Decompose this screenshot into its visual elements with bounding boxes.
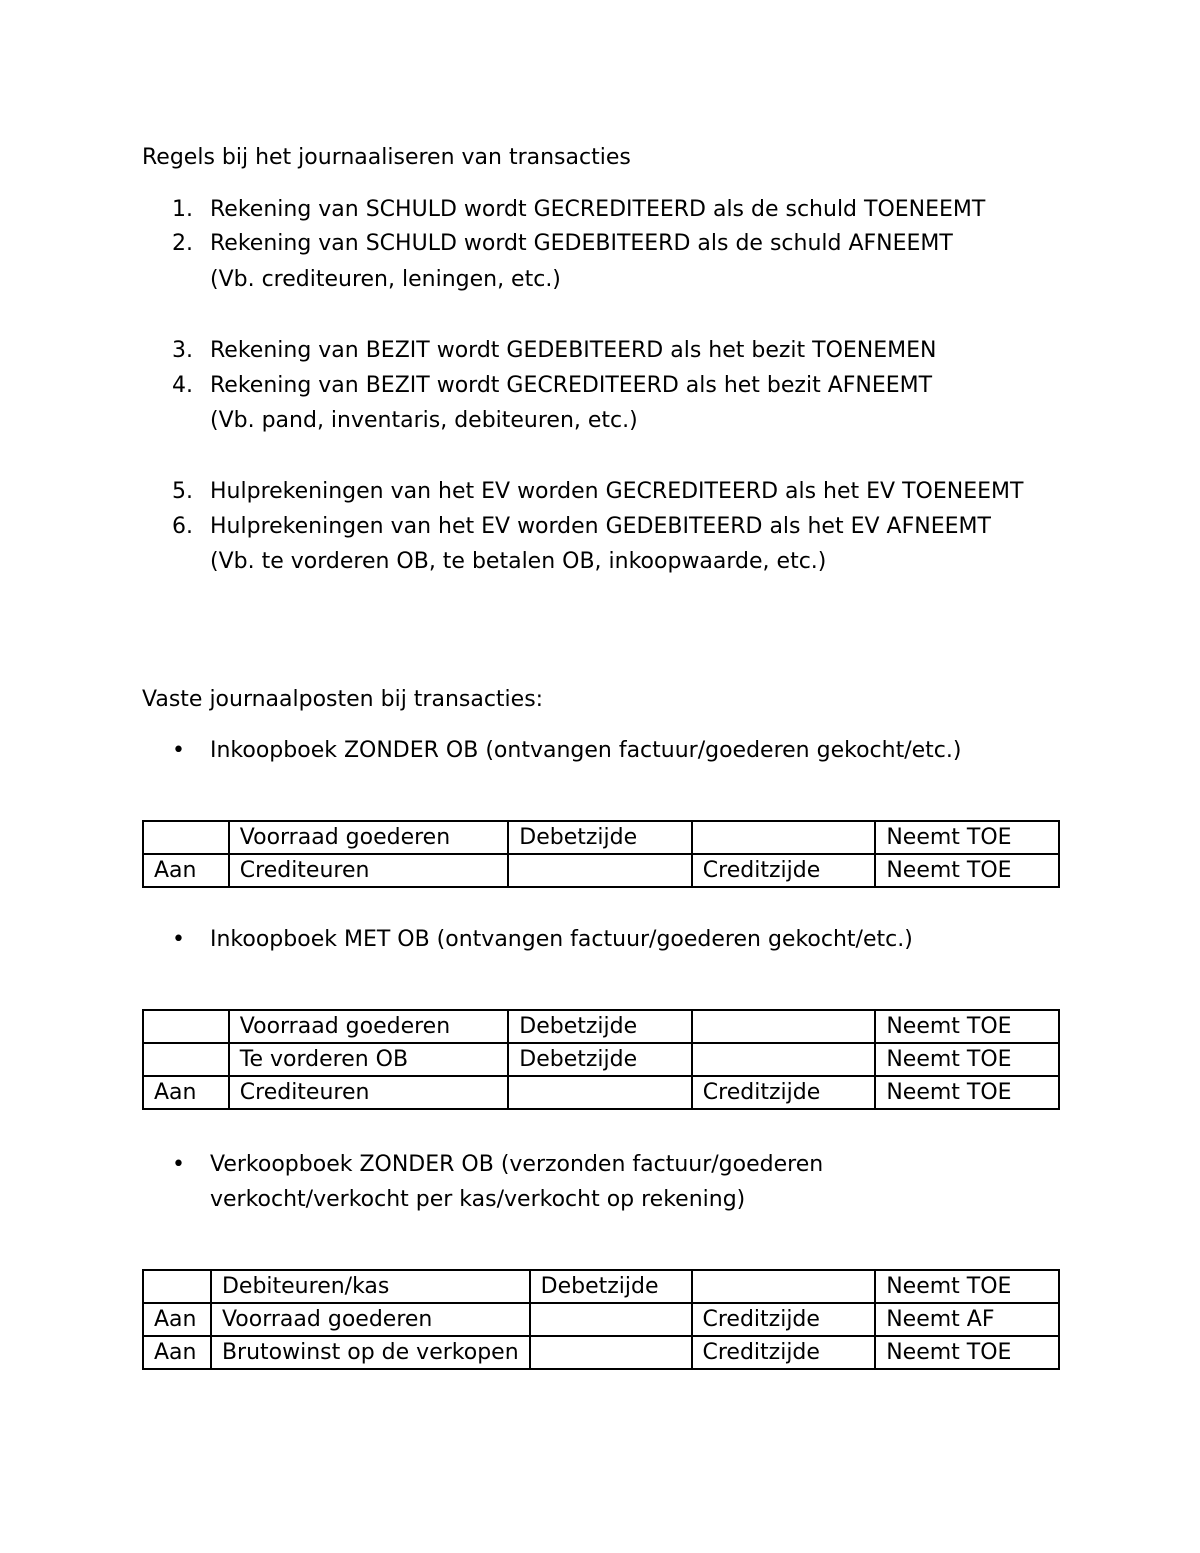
table-cell bbox=[508, 854, 692, 887]
table-cell: Voorraad goederen bbox=[211, 1303, 530, 1336]
table-cell: Debetzijde bbox=[530, 1270, 692, 1303]
rule-number: 3. bbox=[172, 338, 193, 363]
bullet-icon: • bbox=[172, 927, 185, 952]
table-cell bbox=[692, 1043, 876, 1076]
table-row bbox=[143, 821, 1059, 854]
rule-note: (Vb. crediteuren, leningen, etc.) bbox=[210, 267, 561, 292]
table-cell bbox=[692, 821, 876, 854]
table-cell: Debetzijde bbox=[508, 1043, 692, 1076]
section-bullet bbox=[172, 922, 1072, 957]
table-cell bbox=[508, 1076, 692, 1109]
table-cell bbox=[143, 1010, 229, 1043]
table-row bbox=[143, 1336, 1059, 1369]
table-cell bbox=[143, 1270, 211, 1303]
section-bullet bbox=[172, 733, 1072, 768]
table-cell: Neemt TOE bbox=[875, 1043, 1059, 1076]
section-title: Verkoopboek ZONDER OB (verzonden factuur/goederen verkocht/verkocht per kas/verkocht op rekening) bbox=[210, 1152, 824, 1212]
table-cell bbox=[530, 1336, 692, 1369]
rule-number: 2. bbox=[172, 231, 193, 256]
table-cell: Debetzijde bbox=[508, 821, 692, 854]
table-cell: Neemt TOE bbox=[875, 1270, 1059, 1303]
table-row bbox=[143, 854, 1059, 887]
section-title: Inkoopboek ZONDER OB (ontvangen factuur/goederen gekocht/etc.) bbox=[210, 738, 962, 763]
bullet-icon: • bbox=[172, 738, 185, 763]
table-cell: Aan bbox=[143, 854, 229, 887]
rule-item bbox=[172, 229, 953, 259]
section-title: Inkoopboek MET OB (ontvangen factuur/goederen gekocht/etc.) bbox=[210, 927, 913, 952]
table-cell: Brutowinst op de verkopen bbox=[211, 1336, 530, 1369]
rule-text: Hulprekeningen van het EV worden GECREDITEERD als het EV TOENEEMT bbox=[210, 479, 1024, 504]
rule-item bbox=[172, 477, 1023, 507]
table-cell: Aan bbox=[143, 1303, 211, 1336]
rule-text: Rekening van BEZIT wordt GEDEBITEERD als het bezit TOENEMEN bbox=[210, 338, 937, 363]
table-cell bbox=[143, 821, 229, 854]
table-cell: Voorraad goederen bbox=[229, 1010, 509, 1043]
table-cell bbox=[692, 1010, 876, 1043]
journal-table bbox=[142, 820, 1060, 888]
table-row bbox=[143, 1270, 1059, 1303]
table-cell: Crediteuren bbox=[229, 854, 509, 887]
table-cell: Neemt TOE bbox=[875, 1010, 1059, 1043]
table-cell: Neemt TOE bbox=[875, 1076, 1059, 1109]
rule-note: (Vb. te vorderen OB, te betalen OB, inkoopwaarde, etc.) bbox=[210, 549, 827, 574]
table-cell: Neemt AF bbox=[875, 1303, 1059, 1336]
rule-text: Hulprekeningen van het EV worden GEDEBITEERD als het EV AFNEEMT bbox=[210, 514, 991, 539]
rule-item bbox=[172, 195, 985, 225]
table-cell: Voorraad goederen bbox=[229, 821, 509, 854]
rule-number: 4. bbox=[172, 373, 193, 398]
table-cell: Aan bbox=[143, 1336, 211, 1369]
rule-note: (Vb. pand, inventaris, debiteuren, etc.) bbox=[210, 408, 638, 433]
rule-number: 5. bbox=[172, 479, 193, 504]
table-cell: Neemt TOE bbox=[875, 821, 1059, 854]
bullet-icon: • bbox=[172, 1152, 185, 1177]
table-cell: Aan bbox=[143, 1076, 229, 1109]
table-cell: Creditzijde bbox=[692, 854, 876, 887]
journal-title: Vaste journaalposten bij transacties: bbox=[142, 687, 544, 712]
rule-text: Rekening van SCHULD wordt GEDEBITEERD als de schuld AFNEEMT bbox=[210, 231, 953, 256]
table-row bbox=[143, 1076, 1059, 1109]
rule-number: 1. bbox=[172, 197, 193, 222]
section-bullet bbox=[172, 1147, 1022, 1217]
table-cell: Crediteuren bbox=[229, 1076, 509, 1109]
table-row bbox=[143, 1043, 1059, 1076]
table-cell bbox=[530, 1303, 692, 1336]
table-row bbox=[143, 1010, 1059, 1043]
rule-item bbox=[172, 512, 991, 542]
table-cell bbox=[692, 1270, 876, 1303]
rule-number: 6. bbox=[172, 514, 193, 539]
table-cell bbox=[143, 1043, 229, 1076]
table-cell: Neemt TOE bbox=[875, 854, 1059, 887]
table-cell: Creditzijde bbox=[692, 1336, 876, 1369]
table-row bbox=[143, 1303, 1059, 1336]
table-cell: Neemt TOE bbox=[875, 1336, 1059, 1369]
table-cell: Debetzijde bbox=[508, 1010, 692, 1043]
rule-text: Rekening van SCHULD wordt GECREDITEERD als de schuld TOENEEMT bbox=[210, 197, 986, 222]
table-cell: Creditzijde bbox=[692, 1076, 876, 1109]
journal-table bbox=[142, 1269, 1060, 1370]
rule-text: Rekening van BEZIT wordt GECREDITEERD als het bezit AFNEEMT bbox=[210, 373, 933, 398]
rule-item bbox=[172, 336, 937, 366]
journal-table bbox=[142, 1009, 1060, 1110]
table-cell: Te vorderen OB bbox=[229, 1043, 509, 1076]
table-cell: Debiteuren/kas bbox=[211, 1270, 530, 1303]
rule-item bbox=[172, 371, 932, 401]
table-cell: Creditzijde bbox=[692, 1303, 876, 1336]
rules-title: Regels bij het journaaliseren van transacties bbox=[142, 145, 631, 170]
